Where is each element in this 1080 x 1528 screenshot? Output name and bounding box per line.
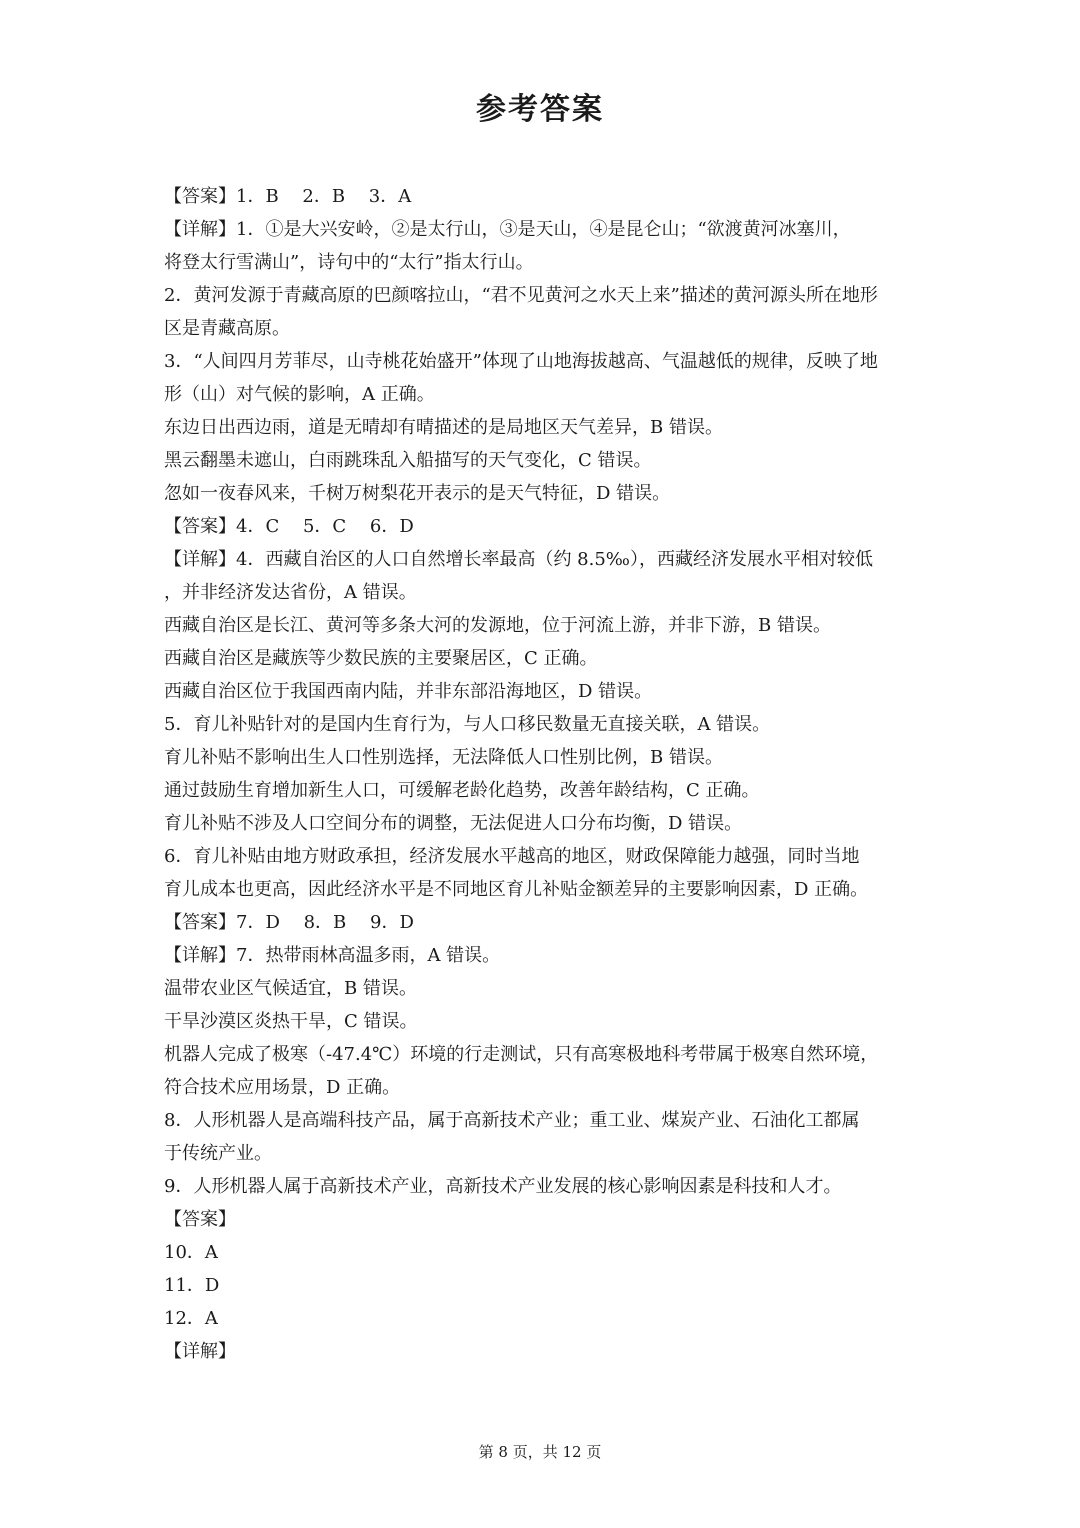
text-line: 6．育儿补贴由地方财政承担，经济发展水平越高的地区，财政保障能力越强，同时当地 xyxy=(164,846,860,867)
text-line: 11．D xyxy=(164,1275,220,1296)
text-line: 【答案】7．D 8．B 9．D xyxy=(164,912,414,933)
text-line: 9．人形机器人属于高新技术产业，高新技术产业发展的核心影响因素是科技和人才。 xyxy=(164,1176,842,1197)
text-line: 于传统产业。 xyxy=(164,1143,272,1164)
text-line: 【详解】1．①是大兴安岭，②是太行山，③是天山，④是昆仑山；“欲渡黄河冰塞川， xyxy=(164,219,851,240)
answer-content xyxy=(164,180,924,1368)
text-line: 机器人完成了极寒（-47.4℃）环境的行走测试，只有高寒极地科考带属于极寒自然环境， xyxy=(164,1044,879,1065)
page-footer: 第 8 页，共 12 页 xyxy=(478,1443,602,1461)
text-line: 3．“人间四月芳菲尽，山寺桃花始盛开”体现了山地海拔越高、气温越低的规律，反映了地 xyxy=(164,351,878,372)
text-line: 【详解】 xyxy=(164,1341,236,1362)
text-line: 【答案】4．C 5．C 6．D xyxy=(164,516,414,537)
text-line: 干旱沙漠区炎热干旱，C 错误。 xyxy=(164,1011,418,1032)
text-line: 育儿成本也更高，因此经济水平是不同地区育儿补贴金额差异的主要影响因素，D 正确。 xyxy=(164,879,869,900)
text-line: ，并非经济发达省份，A 错误。 xyxy=(164,582,417,603)
text-line: 【详解】7．热带雨林高温多雨，A 错误。 xyxy=(164,945,501,966)
text-line: 形（山）对气候的影响，A 正确。 xyxy=(164,384,435,405)
text-line: 将登太行雪满山”，诗句中的“太行”指太行山。 xyxy=(164,252,534,273)
text-line: 温带农业区气候适宜，B 错误。 xyxy=(164,978,417,999)
text-line: 西藏自治区是藏族等少数民族的主要聚居区，C 正确。 xyxy=(164,648,598,669)
text-line: 【答案】 xyxy=(164,1209,236,1230)
page-title: 参考答案 xyxy=(476,92,604,127)
text-line: 8．人形机器人是高端科技产品，属于高新技术产业；重工业、煤炭产业、石油化工都属 xyxy=(164,1110,860,1131)
text-line: 育儿补贴不涉及人口空间分布的调整，无法促进人口分布均衡，D 错误。 xyxy=(164,813,743,834)
text-line: 育儿补贴不影响出生人口性别选择，无法降低人口性别比例，B 错误。 xyxy=(164,747,723,768)
text-line: 黑云翻墨未遮山，白雨跳珠乱入船描写的天气变化，C 错误。 xyxy=(164,450,652,471)
text-line: 西藏自治区是长江、黄河等多条大河的发源地，位于河流上游，并非下游，B 错误。 xyxy=(164,615,831,636)
text-line: 【详解】4．西藏自治区的人口自然增长率最高（约 8.5‰），西藏经济发展水平相对较低 xyxy=(164,549,873,570)
text-line: 【答案】1．B 2．B 3．A xyxy=(164,186,412,207)
text-line: 12．A xyxy=(164,1308,218,1329)
text-line: 2．黄河发源于青藏高原的巴颜喀拉山，“君不见黄河之水天上来”描述的黄河源头所在地形 xyxy=(164,285,878,306)
text-line: 西藏自治区位于我国西南内陆，并非东部沿海地区，D 错误。 xyxy=(164,681,653,702)
text-line: 符合技术应用场景，D 正确。 xyxy=(164,1077,401,1098)
text-line: 5．育儿补贴针对的是国内生育行为，与人口移民数量无直接关联，A 错误。 xyxy=(164,714,771,735)
text-line: 区是青藏高原。 xyxy=(164,318,290,339)
text-line: 10．A xyxy=(164,1242,218,1263)
text-line: 东边日出西边雨，道是无晴却有晴描述的是局地区天气差异，B 错误。 xyxy=(164,417,723,438)
text-line: 忽如一夜春风来，千树万树梨花开表示的是天气特征，D 错误。 xyxy=(164,483,671,504)
text-line: 通过鼓励生育增加新生人口，可缓解老龄化趋势，改善年龄结构，C 正确。 xyxy=(164,780,760,801)
